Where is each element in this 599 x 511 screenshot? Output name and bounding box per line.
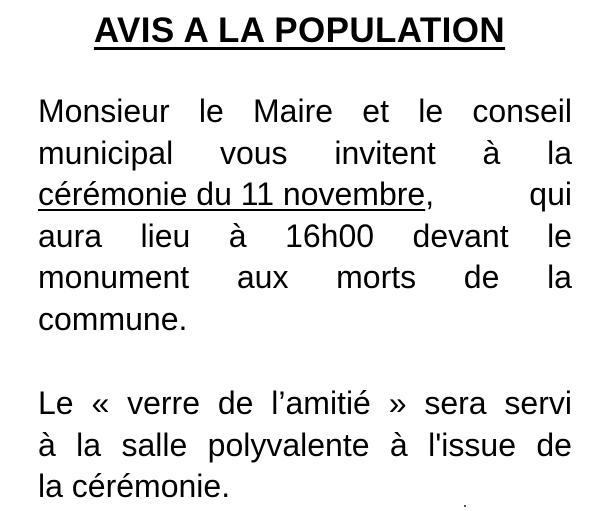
- text-line: [38, 466, 572, 508]
- word: conseil: [472, 93, 572, 129]
- word: de: [463, 259, 500, 295]
- word: commune.: [38, 300, 188, 337]
- word: de: [536, 426, 572, 463]
- scan-speck: [464, 505, 466, 507]
- word: vous: [219, 134, 288, 171]
- word: municipal: [38, 134, 174, 171]
- word: le: [547, 217, 572, 254]
- word: monument: [38, 259, 190, 295]
- text-line: [38, 425, 572, 467]
- word: à: [38, 426, 56, 463]
- word: la: [76, 426, 102, 463]
- reception-paragraph: [38, 383, 572, 508]
- word: «: [91, 385, 110, 421]
- word: Monsieur: [38, 93, 170, 129]
- ceremony-date-phrase: cérémonie du 11 novembre,: [38, 174, 434, 216]
- word: verre: [127, 385, 200, 421]
- text-line: [38, 299, 572, 341]
- word: de: [217, 385, 254, 421]
- word: morts: [336, 259, 417, 295]
- ceremony-time: 16h00: [285, 217, 375, 254]
- text-line: [38, 216, 572, 258]
- word: à: [389, 426, 408, 463]
- underlined-ceremony-text: cérémonie du 11 novembre: [38, 176, 426, 212]
- invitation-paragraph: [38, 91, 572, 340]
- word: l’amitié: [271, 385, 371, 421]
- word: à: [482, 134, 501, 171]
- word: »: [388, 385, 407, 421]
- notice-title: AVIS A LA POPULATION: [93, 11, 506, 50]
- word: aura: [38, 217, 103, 254]
- word: Maire: [253, 93, 334, 129]
- word: polyvalente: [207, 426, 370, 463]
- word: devant: [412, 217, 509, 254]
- word: aux: [236, 259, 289, 295]
- word: et: [362, 93, 389, 129]
- word: à: [228, 217, 247, 254]
- word: Le: [38, 385, 74, 421]
- text-line: [38, 174, 572, 216]
- word: sera: [424, 385, 487, 421]
- word: le: [198, 93, 224, 129]
- word: la cérémonie.: [38, 468, 231, 504]
- word: le: [418, 93, 444, 129]
- word: l'issue: [428, 426, 516, 463]
- text-line: [38, 257, 572, 299]
- word: qui: [529, 176, 572, 212]
- word: salle: [121, 426, 188, 463]
- word: la: [547, 134, 572, 171]
- text-line: [38, 383, 572, 425]
- word: lieu: [140, 217, 191, 254]
- word: invitent: [334, 134, 436, 171]
- word: la: [547, 259, 572, 295]
- word: servi: [504, 385, 572, 421]
- text-line: [38, 91, 572, 133]
- text-line: [38, 133, 572, 175]
